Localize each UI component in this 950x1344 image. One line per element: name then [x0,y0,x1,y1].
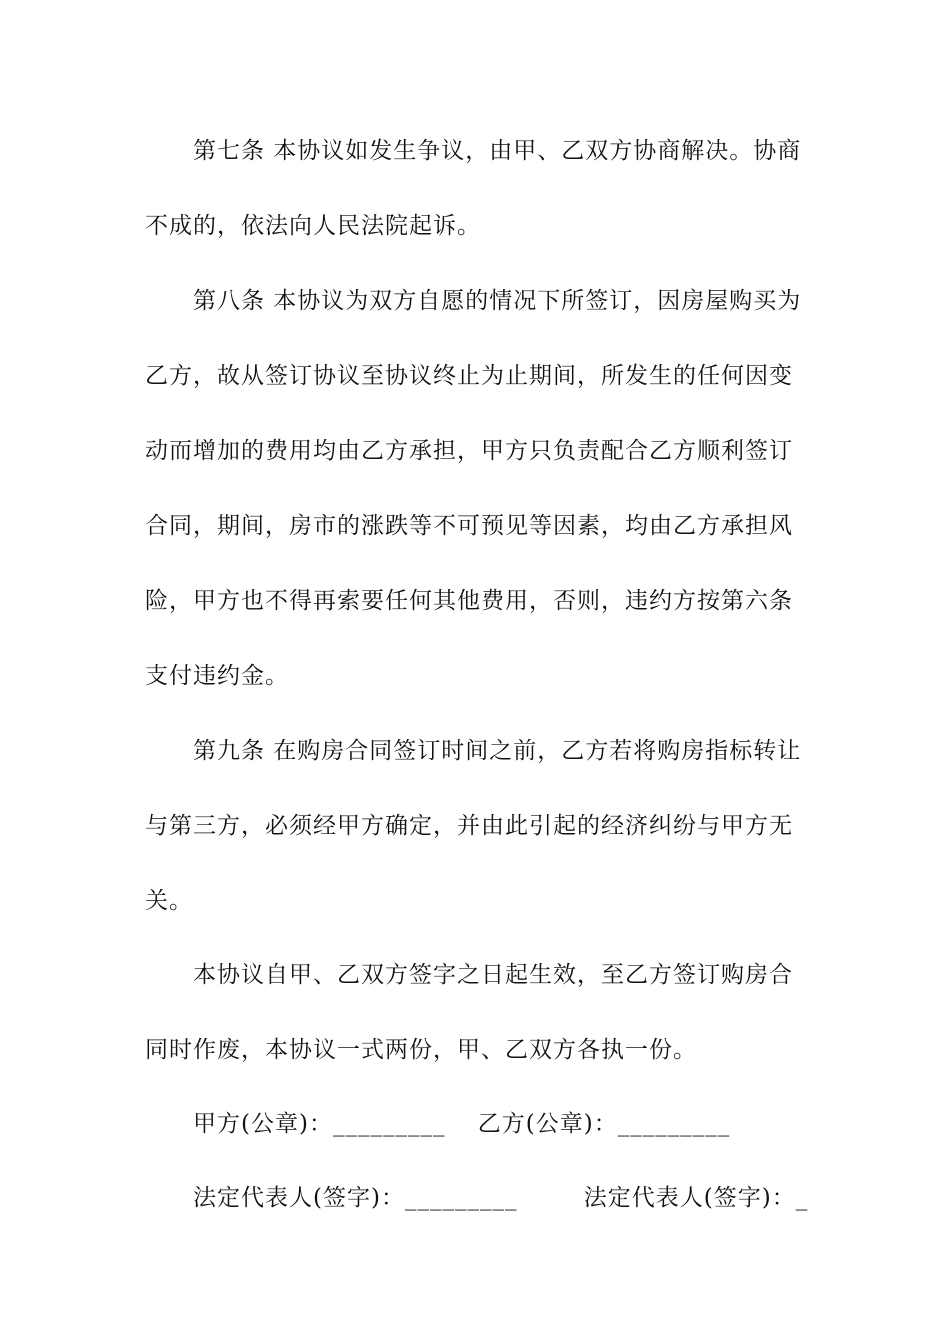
text-line: 乙方，故从签订协议至协议终止为止期间，所发生的任何因变 [145,363,793,389]
text-line: 不成的，依法向人民法院起诉。 [145,213,481,239]
party-a-rep-field: 法定代表人(签字)：_________ [193,1185,518,1211]
article-7 [145,131,809,281]
seal-row [193,1104,809,1144]
text-line: 险，甲方也不得再索要任何其他费用，否则，违约方按第六条 [145,588,793,614]
text-line: 与第三方，必须经甲方确定，并由此引起的经济纠纷与甲方无 [145,813,793,839]
text-line: 第八条 本协议为双方自愿的情况下所签订，因房屋购买为 [193,288,802,314]
party-b-rep-field: 法定代表人(签字)：_ [583,1185,809,1211]
text-line: 第七条 本协议如发生争议，由甲、乙双方协商解决。协商 [193,138,802,164]
article-8 [145,281,809,731]
text-line: 本协议自甲、乙双方签字之日起生效，至乙方签订购房合 [193,962,793,988]
party-b-seal-field: 乙方(公章)：_________ [477,1111,731,1137]
representative-row [193,1178,809,1218]
effectiveness-clause [145,955,809,1105]
text-line: 第九条 在购房合同签订时间之前，乙方若将购房指标转让 [193,738,802,764]
article-9 [145,731,809,956]
text-line: 关。 [145,888,193,914]
party-a-seal-field: 甲方(公章)：_________ [193,1111,446,1137]
text-line: 动而增加的费用均由乙方承担，甲方只负责配合乙方顺利签订 [145,438,793,464]
text-line: 合同，期间，房市的涨跌等不可预见等因素，均由乙方承担风 [145,513,793,539]
text-line: 支付违约金。 [145,663,289,689]
text-line: 同时作废，本协议一式两份，甲、乙双方各执一份。 [145,1037,697,1063]
